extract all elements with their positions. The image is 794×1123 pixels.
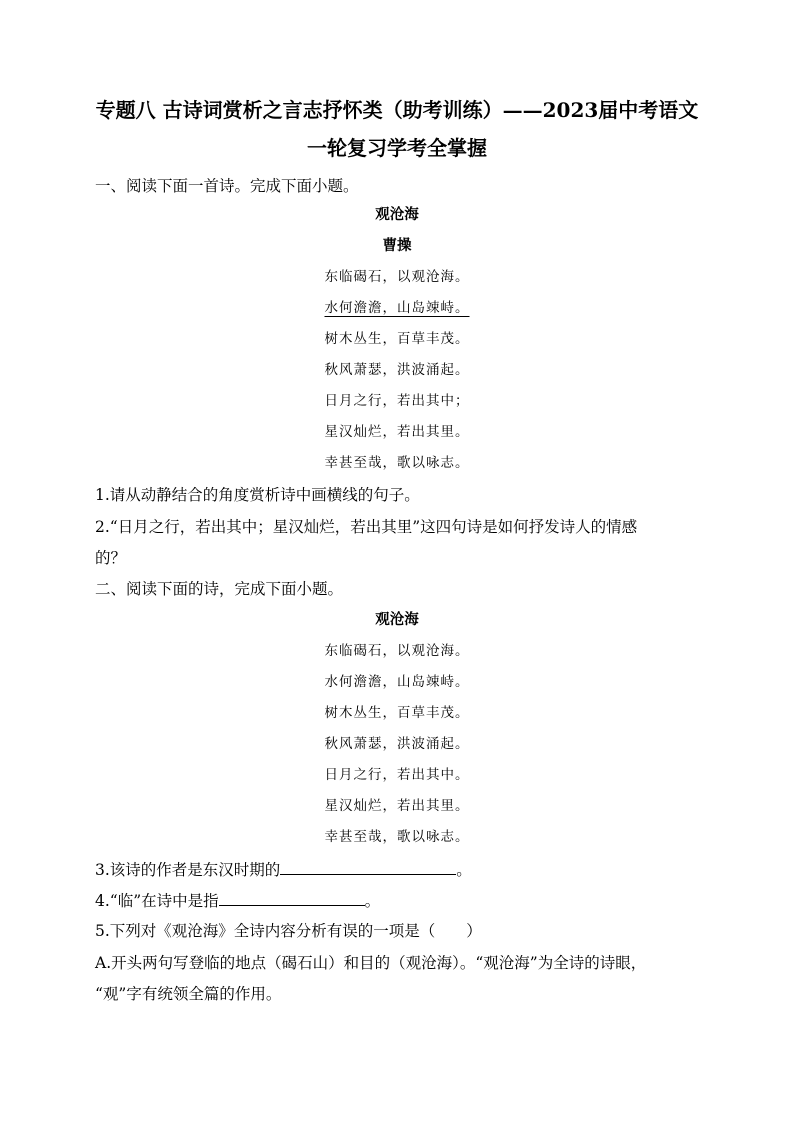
question-5: 5.下列对《观沧海》全诗内容分析有误的一项是（ ） [95, 922, 482, 940]
section2-poem-title: 观沧海 [375, 611, 419, 628]
section1-poem-line: 秋风萧瑟，洪波涌起。 [324, 362, 470, 378]
question-1: 1.请从动静结合的角度赏析诗中画横线的句子。 [95, 486, 420, 504]
document-title-line-2: 一轮复习学考全掌握 [307, 136, 487, 160]
option-a-line-2: “观”字有统领全篇的作用。 [95, 985, 282, 1003]
section2-poem-line: 日月之行，若出其中。 [324, 767, 470, 783]
question-4 [95, 889, 380, 912]
section1-poem-line: 日月之行，若出其中； [324, 393, 470, 409]
section2-poem-line: 星汉灿烂，若出其里。 [324, 798, 470, 814]
question-3-text: 3.该诗的作者是东汉时期的 [95, 861, 281, 879]
question-4-end: 。 [364, 892, 381, 910]
section2-heading: 二、阅读下面的诗，完成下面小题。 [95, 580, 344, 598]
section1-heading: 一、阅读下面一首诗。完成下面小题。 [95, 177, 359, 195]
section1-poem-line-underlined [0, 298, 794, 318]
section1-poem-line: 东临碣石，以观沧海。 [324, 269, 470, 285]
section2-poem-line: 东临碣石，以观沧海。 [324, 643, 470, 659]
section1-poem-line: 星汉灿烂，若出其里。 [324, 424, 470, 440]
section2-poem-line: 水何澹澹，山岛竦峙。 [324, 674, 470, 690]
question-3-end: 。 [456, 861, 472, 879]
document-title-line-1: 专题八 古诗词赏析之言志抒怀类（助考训练）——2023届中考语文 [95, 98, 699, 122]
underlined-verse: 水何澹澹，山岛竦峙。 [324, 300, 470, 316]
option-a-line-1: A.开头两句写登临的地点（碣石山）和目的（观沧海）。“观沧海”为全诗的诗眼， [95, 954, 647, 972]
question-4-text: 4.“临”在诗中是指 [95, 892, 219, 910]
section2-poem-line: 幸甚至哉，歌以咏志。 [324, 829, 470, 845]
answer-blank-4[interactable] [219, 889, 365, 906]
question-3 [95, 858, 472, 881]
answer-blank-3[interactable] [280, 858, 456, 875]
section1-poem-line: 幸甚至哉，歌以咏志。 [324, 455, 470, 471]
question-2-line-1: 2.“日月之行，若出其中；星汉灿烂，若出其里”这四句诗是如何抒发诗人的情感 [95, 518, 638, 536]
section1-poem-line: 树木丛生，百草丰茂。 [324, 331, 470, 347]
section1-poem-title: 观沧海 [375, 206, 419, 223]
section1-poem-author: 曹操 [382, 237, 412, 254]
question-2-line-2: 的？ [95, 549, 127, 567]
section2-poem-line: 树木丛生，百草丰茂。 [324, 705, 470, 721]
section2-poem-line: 秋风萧瑟，洪波涌起。 [324, 736, 470, 752]
